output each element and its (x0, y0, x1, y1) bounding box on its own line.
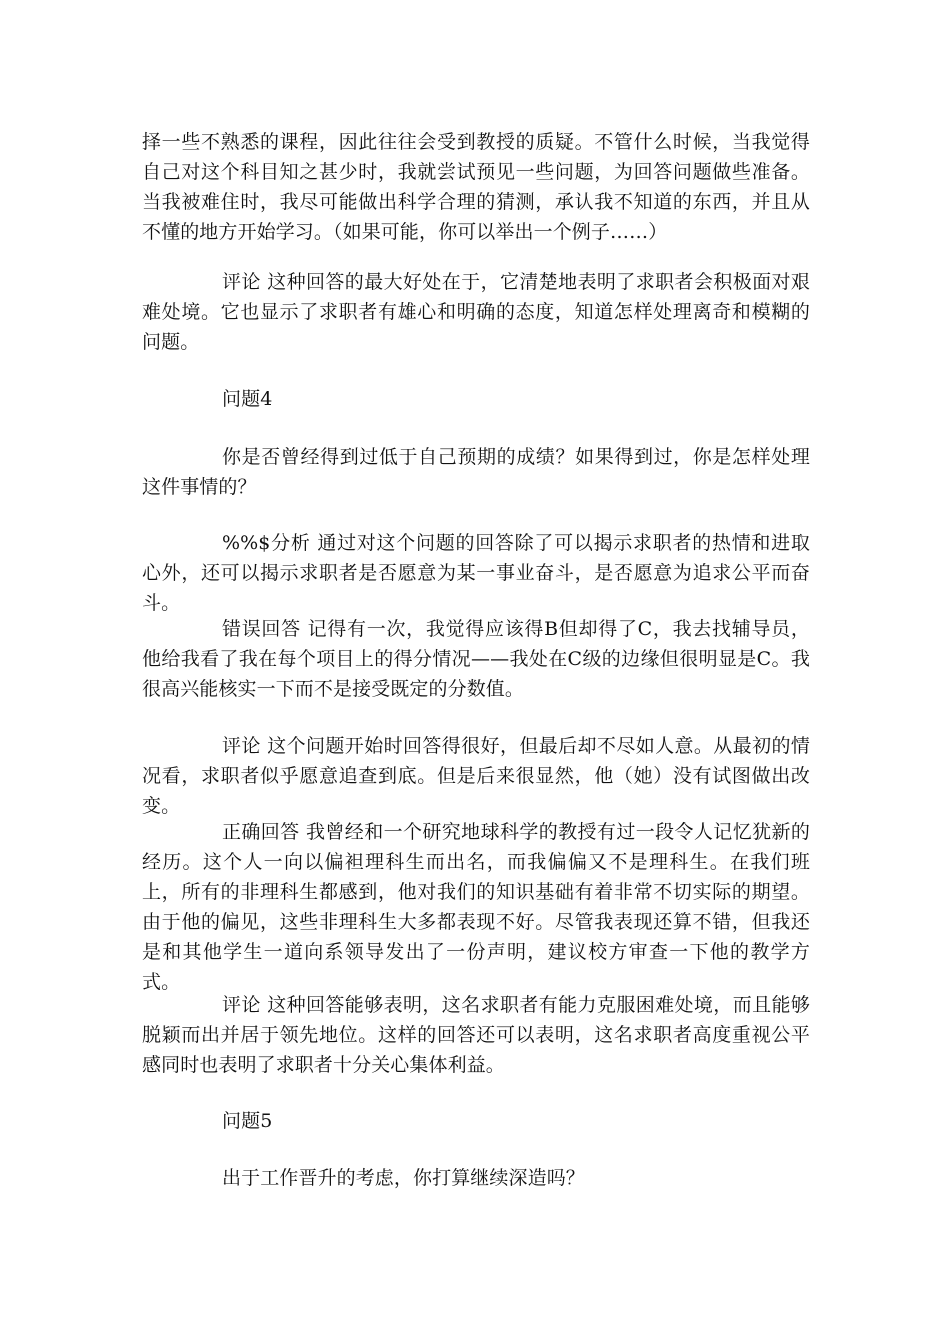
analysis-paragraph: %%$分析 通过对这个问题的回答除了可以揭示求职者的热情和进取心外，还可以揭示求职者是否愿意为某一事业奋斗，是否愿意为追求公平而奋斗。 (142, 532, 810, 614)
comment-paragraph: 评论 这种回答的最大好处在于，它清楚地表明了求职者会积极面对艰难处境。它也显示了求职者有雄心和明确的态度，知道怎样处理离奇和模糊的问题。 (142, 271, 810, 353)
correct-answer-paragraph: 正确回答 我曾经和一个研究地球科学的教授有过一段令人记忆犹新的经历。这个人一向以偏袒理科生而出名，而我偏偏又不是理科生。在我们班上，所有的非理科生都感到，他对我们的知识基础有着非常不切实际的期望。由于他的偏见，这些非理科生大多都表现不好。尽管我表现还算不错，但我还是和其他学生一道向系领导发出了一份声明，建议校方审查一下他的教学方式。 (142, 821, 810, 993)
paragraph-continuation: 择一些不熟悉的课程，因此往往会受到教授的质疑。不管什么时候，当我觉得自己对这个科目知之甚少时，我就尝试预见一些问题，为回答问题做些准备。当我被难住时，我尽可能做出科学合理的猜测，承认我不知道的东西，并且从不懂的地方开始学习。（如果可能，你可以举出一个例子……） (142, 131, 810, 243)
wrong-answer-paragraph: 错误回答 记得有一次，我觉得应该得B但却得了C，我去找辅导员，他给我看了我在每个项目上的得分情况——我处在C级的边缘但很明显是C。我很高兴能核实一下而不是接受既定的分数值。 (142, 618, 810, 700)
question-heading: 问题4 (222, 388, 273, 410)
question-text: 出于工作晋升的考虑，你打算继续深造吗？ (222, 1167, 585, 1189)
comment-paragraph: 评论 这个问题开始时回答得很好，但最后却不尽如人意。从最初的情况看，求职者似乎愿意追查到底。但是后来很显然，他（她）没有试图做出改变。 (142, 735, 810, 817)
question-heading: 问题5 (222, 1110, 273, 1132)
question-text: 你是否曾经得到过低于自己预期的成绩？如果得到过，你是怎样处理这件事情的？ (142, 446, 810, 498)
comment-paragraph: 评论 这种回答能够表明，这名求职者有能力克服困难处境，而且能够脱颖而出并居于领先地位。这样的回答还可以表明，这名求职者高度重视公平感同时也表明了求职者十分关心集体利益。 (142, 994, 810, 1076)
